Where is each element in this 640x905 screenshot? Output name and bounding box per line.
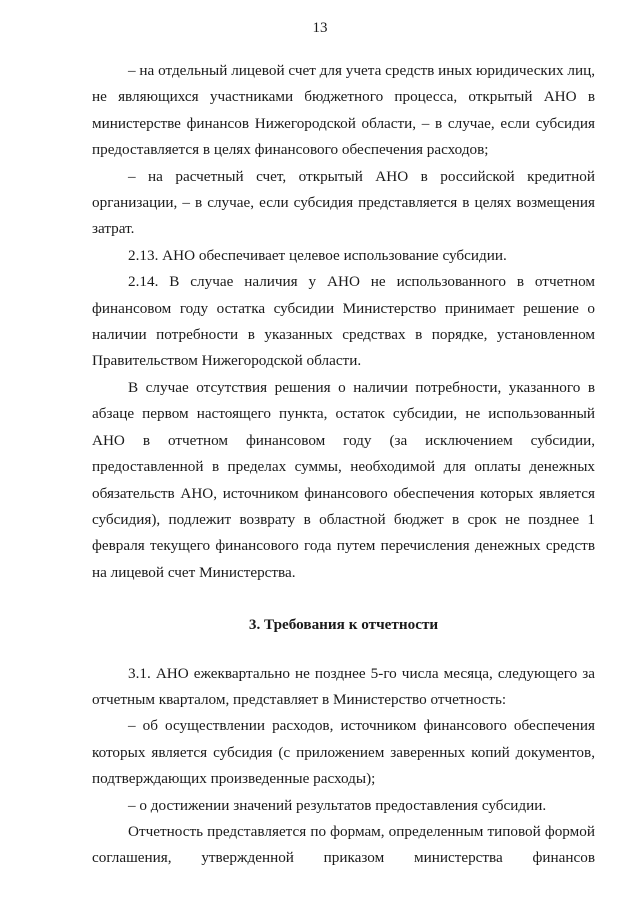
paragraph-2-13: 2.13. АНО обеспечивает целевое использование субсидии. <box>128 246 507 264</box>
paragraph-report-forms: Отчетность представляется по формам, определенным типовой формой соглашения, утвержденной приказом министерства финансов <box>92 822 595 867</box>
paragraph-3-1: 3.1. АНО ежеквартально не позднее 5-го числа месяца, следующего за отчетным кварталом, представляет в Министерство отчетность: <box>92 664 595 708</box>
paragraph-settlement-account: – на расчетный счет, открытый АНО в российской кредитной организации, – в случае, если субсидия представляется в целях возмещения затрат. <box>92 167 595 238</box>
paragraph-results-report: – о достижении значений результатов предоставления субсидии. <box>128 796 547 814</box>
page-number: 13 <box>312 20 328 36</box>
paragraph-no-decision: В случае отсутствия решения о наличии потребности, указанного в абзаце первом настоящего пункта, остаток субсидии, не использованный АНО в отчетном финансовом году (за исключением субсидии, предоставленной в пределах суммы, необходимой для оплаты денежных обязательств АНО, источником финансового обеспечения которых является субсидия), подлежит возврату в областной бюджет в срок не позднее 1 февраля текущего финансового года путем перечисления денежных средств на лицевой счет Министерства. <box>92 378 595 581</box>
document-body <box>92 58 595 872</box>
section-heading: 3. Требования к отчетности <box>248 616 439 634</box>
paragraph-2-14: 2.14. В случае наличия у АНО не использованного в отчетном финансовом году остатка субсидии Министерство принимает решение о наличии потребности в указанных средствах в порядке, установленном Правительством Нижегородской области. <box>92 273 595 370</box>
paragraph-separate-account: – на отдельный лицевой счет для учета средств иных юридических лиц, не являющихся участниками бюджетного процесса, открытый АНО в министерстве финансов Нижегородской области, – в случае, если субсидия предоставляется в целях финансового обеспечения расходов; <box>92 62 595 159</box>
paragraph-expenses-report: – об осуществлении расходов, источником финансового обеспечения которых является субсидия (с приложением заверенных копий документов, подтверждающих произведенные расходы); <box>92 717 595 788</box>
